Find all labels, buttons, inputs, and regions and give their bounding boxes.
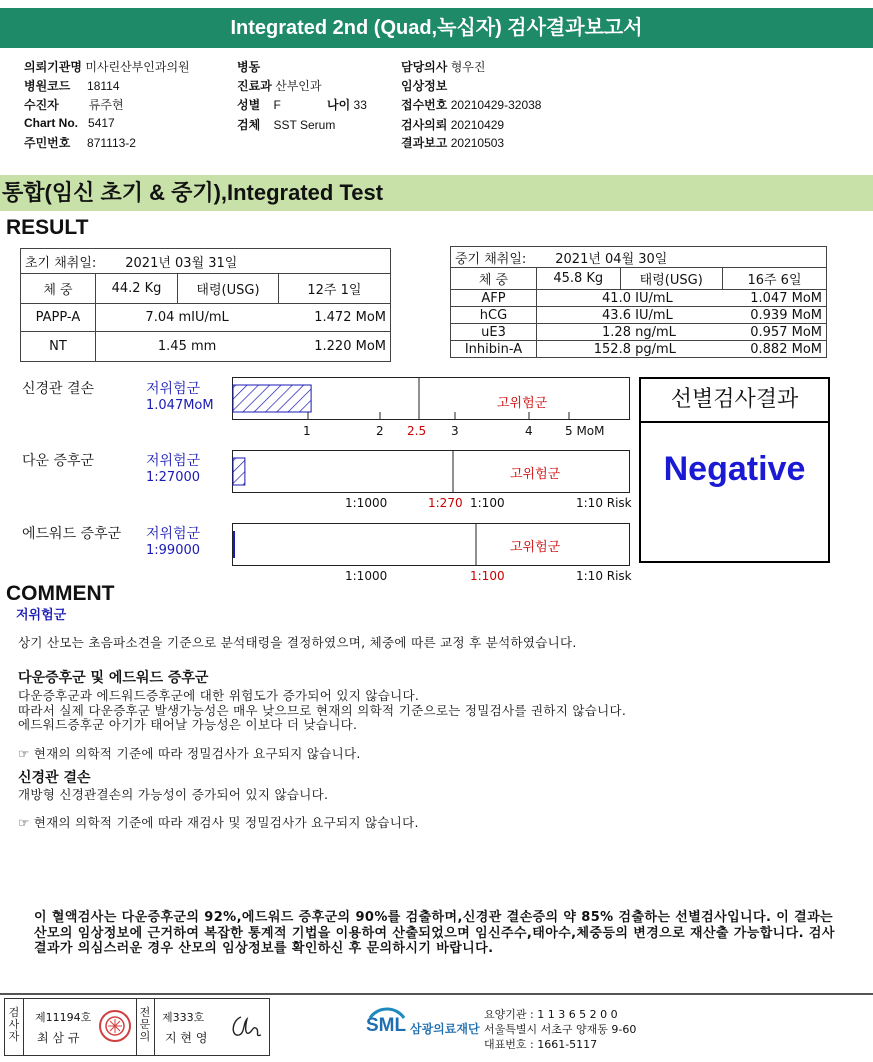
papp-value: 7.04 mIU/mL	[95, 304, 278, 332]
resident-label: 주민번호	[24, 136, 71, 150]
org-name: 삼광의료재단	[410, 1022, 480, 1036]
edwards-risk-block	[146, 523, 200, 558]
phone: 대표번호 : 1661-5117	[484, 1038, 598, 1051]
marker-name: Inhibin-A	[451, 341, 537, 358]
marker-value-cell	[536, 307, 722, 324]
edwards-level-bar	[233, 531, 235, 558]
ntd-level-bar	[233, 385, 311, 412]
marker-mom: 0.939 MoM	[722, 307, 826, 324]
patient-row	[24, 96, 124, 113]
second-ga-label: 태령(USG)	[620, 268, 722, 290]
expert-label: 전문의	[139, 1006, 151, 1043]
marker-value-cell	[536, 341, 722, 358]
ntd-risk-block	[146, 378, 214, 413]
nt-value: 1.45 mm	[95, 332, 278, 362]
examiner-label: 검사자	[8, 1006, 20, 1043]
clinical-label: 임상정보	[401, 79, 448, 93]
edwards-risk: 저위험군	[146, 526, 201, 542]
result-heading: RESULT	[6, 216, 89, 239]
sex-row	[237, 96, 281, 113]
care-no: 요양기관 : 1 1 3 6 5 2 0 0	[484, 1008, 618, 1021]
address: 서울특별시 서초구 양재동 9-60	[484, 1023, 637, 1036]
ntd-tick: 4	[525, 424, 533, 438]
first-ga: 12주 1일	[278, 274, 390, 304]
down-label: 다운 증후군	[22, 453, 95, 469]
comment-risk-group: 저위험군	[16, 608, 67, 623]
papp-label: PAPP-A	[21, 304, 96, 332]
first-date: 2021년 03월 31일	[125, 255, 238, 271]
first-weight-label: 체 중	[21, 274, 96, 304]
comment-line: 다운증후군과 에드워드증후군에 대한 위험도가 증가되어 있지 않습니다.	[18, 688, 420, 703]
patient: 류주현	[88, 98, 124, 112]
examiner-name: 최 삼 규	[37, 1031, 80, 1045]
test-name-bar: 통합(임신 초기 & 중기),Integrated Test	[0, 175, 873, 211]
dept: 산부인과	[275, 79, 322, 93]
ntd-label: 신경관 결손	[22, 381, 95, 397]
down-risk: 저위험군	[146, 453, 201, 469]
screening-result-box	[639, 377, 830, 563]
first-trimester-table	[20, 248, 391, 362]
dept-row	[237, 77, 322, 94]
second-date-label: 중기 채취일:	[455, 251, 527, 267]
specimen-label: 검체	[237, 118, 261, 132]
edwards-tick: 1:1000	[345, 569, 388, 583]
chart-label: Chart No.	[24, 116, 78, 130]
specimen-row	[237, 116, 335, 133]
first-date-cell	[21, 249, 391, 274]
down-tick: 1:10 Risk	[576, 496, 632, 510]
requested: 20210429	[450, 118, 505, 132]
comment-subheading: 신경관 결손	[18, 770, 91, 786]
edwards-label: 에드워드 증후군	[22, 526, 122, 542]
doctor-row	[401, 58, 486, 75]
down-high-label: 고위험군	[510, 467, 561, 482]
papp-mom: 1.472 MoM	[278, 304, 390, 332]
reported-row	[401, 134, 504, 151]
marker-name: AFP	[451, 290, 537, 307]
hospital-code: 18114	[87, 79, 120, 93]
expert-no: 제333호	[162, 1011, 205, 1024]
marker-mom: 0.882 MoM	[722, 341, 826, 358]
screening-result: Negative	[663, 450, 806, 488]
down-value: 1:27000	[146, 470, 201, 485]
sex-label: 성별	[237, 98, 261, 112]
marker-name: uE3	[451, 324, 537, 341]
examiner-no: 제11194호	[35, 1011, 92, 1024]
nt-mom: 1.220 MoM	[278, 332, 390, 362]
divider	[136, 999, 137, 1055]
age-row	[327, 96, 367, 113]
down-tick-cutoff: 1:270	[428, 496, 463, 510]
specimen: SST Serum	[273, 118, 336, 132]
down-level-bar	[233, 458, 245, 485]
accession-label: 접수번호	[401, 98, 448, 112]
signature-icon	[227, 1011, 263, 1043]
seal-stamp-icon	[98, 1009, 132, 1043]
marker-unit: IU/mL	[635, 307, 673, 323]
down-tick: 1:1000	[345, 496, 388, 510]
ntd-value: 1.047MoM	[146, 398, 214, 413]
doctor-label: 담당의사	[401, 60, 448, 74]
comment-heading: COMMENT	[6, 582, 115, 605]
down-gauge	[232, 450, 631, 494]
institution: 미사린산부인과의원	[85, 60, 190, 74]
clinical-row	[401, 77, 447, 94]
age-label: 나이	[327, 98, 351, 112]
second-trimester-table	[450, 246, 827, 358]
comment-line: 개방형 신경관결손의 가능성이 증가되어 있지 않습니다.	[18, 787, 329, 802]
divider	[154, 999, 155, 1055]
edwards-tick: 1:10 Risk	[576, 569, 632, 583]
ward-label: 병동	[237, 60, 261, 74]
resident-no: 871113-2	[87, 136, 136, 150]
ntd-tick-cutoff: 2.5	[407, 424, 427, 438]
disclaimer: 이 혈액검사는 다운증후군의 92%,에드워드 증후군의 90%를 검출하며,신경관 결손증의 약 85% 검출하는 선별검사입니다. 이 결과는 산모의 임상정보에 근거하여 복잡한 통계적 기법을 이용하여 산출되었으며 임신주수,태아수,체중등의 변경으로 재산출 가능합니다. 검사결과가 의심스러운 경우 산모의 임상정보를 확인하신 후 문의하시기 바랍니다.	[34, 910, 835, 956]
second-ga: 16주 6일	[722, 268, 826, 290]
marker-unit: ng/mL	[635, 324, 676, 340]
marker-value-cell	[536, 290, 722, 307]
ntd-tick: 1	[303, 424, 311, 438]
marker-value-cell	[536, 324, 722, 341]
nt-label: NT	[21, 332, 96, 362]
comment-line: 상기 산모는 초음파소견을 기준으로 분석태령을 결정하였으며, 체중에 따른 교정 후 분석하였습니다.	[18, 635, 577, 650]
screening-title: 선별검사결과	[641, 379, 828, 423]
ntd-high-label: 고위험군	[497, 396, 548, 411]
marker-mom: 0.957 MoM	[722, 324, 826, 341]
ward-row	[237, 58, 260, 75]
accession-row	[401, 96, 541, 113]
first-ga-label: 태령(USG)	[178, 274, 279, 304]
ntd-tick: 2	[376, 424, 384, 438]
edwards-tick-cutoff: 1:100	[470, 569, 505, 583]
down-tick: 1:100	[470, 496, 505, 510]
patient-label: 수진자	[24, 98, 59, 112]
comment-line: 따라서 실제 다운증후군 발생가능성은 매우 낮으므로 현재의 의학적 기준으로는 정밀검사를 권하지 않습니다.	[18, 703, 627, 718]
chart-row	[24, 116, 115, 130]
edwards-high-label: 고위험군	[510, 540, 561, 555]
comment-note: ☞ 현재의 의학적 기준에 따라 재검사 및 정밀검사가 요구되지 않습니다.	[18, 815, 419, 830]
report-title: Integrated 2nd (Quad,녹십자) 검사결과보고서	[0, 8, 873, 48]
marker-value: 1.28	[602, 324, 631, 340]
ntd-tick: 5 MoM	[565, 424, 605, 438]
reported: 20210503	[450, 136, 505, 150]
ntd-tick: 3	[451, 424, 459, 438]
ntd-ticks	[232, 410, 631, 422]
marker-mom: 1.047 MoM	[722, 290, 826, 307]
edwards-gauge	[232, 523, 631, 567]
institution-label: 의뢰기관명	[24, 60, 82, 74]
hospital-code-row	[24, 77, 120, 94]
chart-no: 5417	[88, 116, 115, 130]
footer-divider	[0, 993, 873, 995]
edwards-value: 1:99000	[146, 543, 201, 558]
institution-row	[24, 58, 190, 75]
marker-value: 41.0	[602, 290, 631, 306]
doctor: 형우진	[450, 60, 486, 74]
comment-subheading: 다운증후군 및 에드워드 증후군	[18, 670, 209, 686]
dept-label: 진료과	[237, 79, 272, 93]
divider	[23, 999, 24, 1055]
reported-label: 결과보고	[401, 136, 448, 150]
requested-row	[401, 116, 504, 133]
second-weight: 45.8 Kg	[536, 268, 620, 290]
marker-unit: pg/mL	[635, 341, 676, 357]
signature-box	[4, 998, 270, 1056]
marker-value: 43.6	[602, 307, 631, 323]
ntd-risk: 저위험군	[146, 381, 201, 397]
second-date-cell	[451, 247, 827, 268]
comment-line: 에드워드증후군 아기가 태어날 가능성은 이보다 더 낮습니다.	[18, 717, 358, 732]
resident-row	[24, 134, 136, 151]
hospital-code-label: 병원코드	[24, 79, 71, 93]
first-weight: 44.2 Kg	[95, 274, 177, 304]
down-risk-block	[146, 450, 200, 485]
sml-logo-text: SML	[366, 1015, 407, 1036]
requested-label: 검사의뢰	[401, 118, 448, 132]
expert-name: 지 현 영	[165, 1031, 208, 1045]
comment-note: ☞ 현재의 의학적 기준에 따라 정밀검사가 요구되지 않습니다.	[18, 746, 361, 761]
age: 33	[353, 98, 367, 112]
second-weight-label: 체 중	[451, 268, 537, 290]
marker-value: 152.8	[593, 341, 631, 357]
sex: F	[273, 98, 281, 112]
marker-name: hCG	[451, 307, 537, 324]
first-date-label: 초기 채취일:	[25, 255, 97, 271]
marker-unit: IU/mL	[635, 290, 673, 306]
accession: 20210429-32038	[450, 98, 542, 112]
second-date: 2021년 04월 30일	[555, 251, 668, 267]
